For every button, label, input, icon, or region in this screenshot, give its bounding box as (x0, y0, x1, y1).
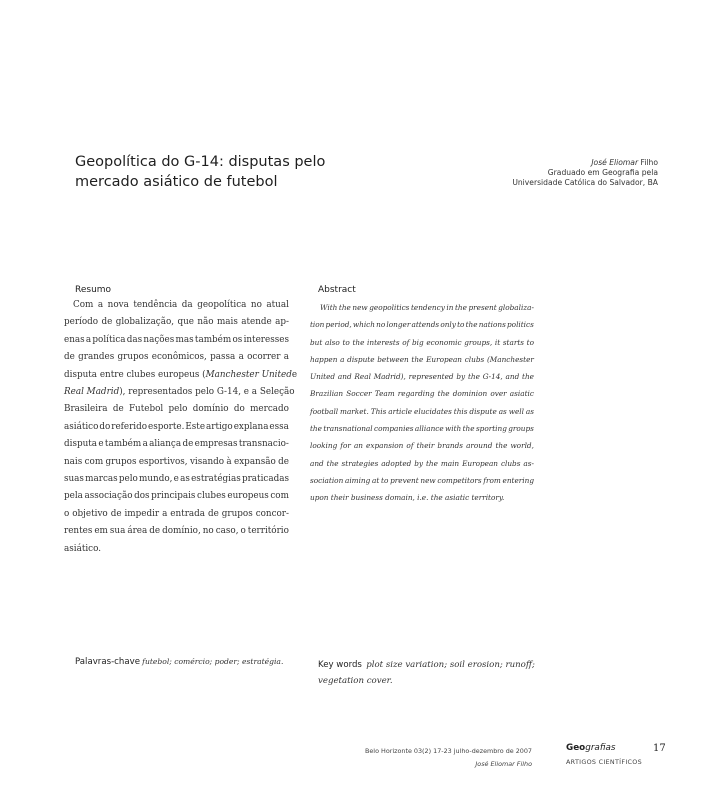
author-last-name: Filho (640, 158, 658, 167)
resumo-heading: Resumo (75, 285, 112, 295)
resumo-line: Real Madrid ), representados pelo G-14, e a Seleção (64, 387, 295, 398)
abstract-line: upon their business domain, i.e. the asiatic territory. (310, 493, 505, 503)
resumo-line: rentes em sua área de domínio, no caso, o território (64, 526, 289, 537)
resumo-line: Com a nova tendência da geopolítica no atual (73, 300, 289, 310)
abstract-line: looking for an expansion of their brands around the world, (310, 441, 534, 451)
author-affiliation-2: Universidade Católica do Salvador, BA (512, 178, 658, 187)
abstract-line: Brazilian Soccer Team regarding the dominion over asiatic (310, 389, 534, 399)
keywords-pt-label: Palavras-chave (75, 657, 140, 667)
resumo-line: pela associação dos principais clubes europeus com (64, 491, 289, 502)
abstract-line: tion period, which no longer attends only to the nations politics (310, 320, 534, 330)
abstract-line: happen a dispute between the European clubs (Manchester (310, 354, 534, 364)
resumo-line: de grandes grupos econômicos, passa a ocorrer a (64, 352, 289, 363)
keywords-pt-value: futebol; comércio; poder; estratégia. (142, 657, 284, 666)
abstract-text (310, 299, 534, 507)
abstract-line: football market. This article elucidates this dispute as well as (310, 406, 534, 416)
keywords-pt (75, 656, 283, 667)
resumo-line: asiático. (64, 543, 102, 554)
footer-citation: Belo Horizonte 03(2) 17-23 julho-dezembro de 2007 (364, 747, 532, 755)
abstract-line: sociation aiming at to prevent new competitors from entering (310, 475, 534, 485)
resumo-line: período de globalização, que não mais atende ap- (64, 317, 289, 328)
keywords-en-value-cont: vegetation cover. (318, 676, 393, 686)
footer-author: José Eliomar Filho (475, 760, 532, 768)
abstract-line: but also to the interests of big economic groups, it starts to (310, 337, 534, 347)
author-first-name: José Eliomar (591, 158, 639, 167)
keywords-en-value: plot size variation; soil erosion; runoff; (366, 660, 535, 670)
abstract-line: United and Real Madrid), represented by the G-14, and the (310, 372, 534, 382)
section-label: ARTIGOS CIENTÍFICOS (566, 758, 642, 766)
abstract-line: the transnational companies alliance with the sporting groups (310, 424, 534, 434)
author-block (512, 158, 658, 188)
article-title (75, 152, 375, 192)
resumo-line: nais com grupos esportivos, visando à expansão de (64, 456, 289, 467)
resumo-line: disputa e também a aliança de empresas transnacio- (64, 439, 289, 450)
title-line: Geopolítica do G-14: disputas pelo (75, 154, 326, 170)
title-line: mercado asiático de futebol (75, 174, 278, 190)
abstract-line: With the new geopolitics tendency in the present globaliza- (320, 303, 534, 312)
resumo-line: enas a política das nações mas também os interesses (64, 334, 289, 345)
abstract-heading: Abstract (318, 285, 356, 295)
resumo-line: asiático do referido esporte. Este artigo explana essa (64, 421, 289, 432)
page-number: 17 (653, 743, 666, 754)
abstract-line: and the strategies adopted by the main European clubs as- (310, 458, 534, 468)
resumo-line: suas marcas pelo mundo, e as estratégias praticadas (64, 474, 289, 485)
resumo-line: o objetivo de impedir a entrada de grupos concor- (64, 508, 289, 519)
resumo-line: disputa entre clubes europeus (Manchester United e (64, 369, 298, 380)
keywords-en (318, 656, 548, 689)
resumo-text (64, 297, 298, 558)
author-affiliation-1: Graduado em Geografia pela (547, 168, 658, 177)
footer-citation-block (365, 745, 532, 771)
journal-name: Geografias (566, 743, 616, 753)
keywords-en-label: Key words (318, 660, 362, 670)
resumo-line: Brasileira de Futebol pelo domínio do mercado (64, 404, 289, 415)
author-name (512, 158, 658, 168)
